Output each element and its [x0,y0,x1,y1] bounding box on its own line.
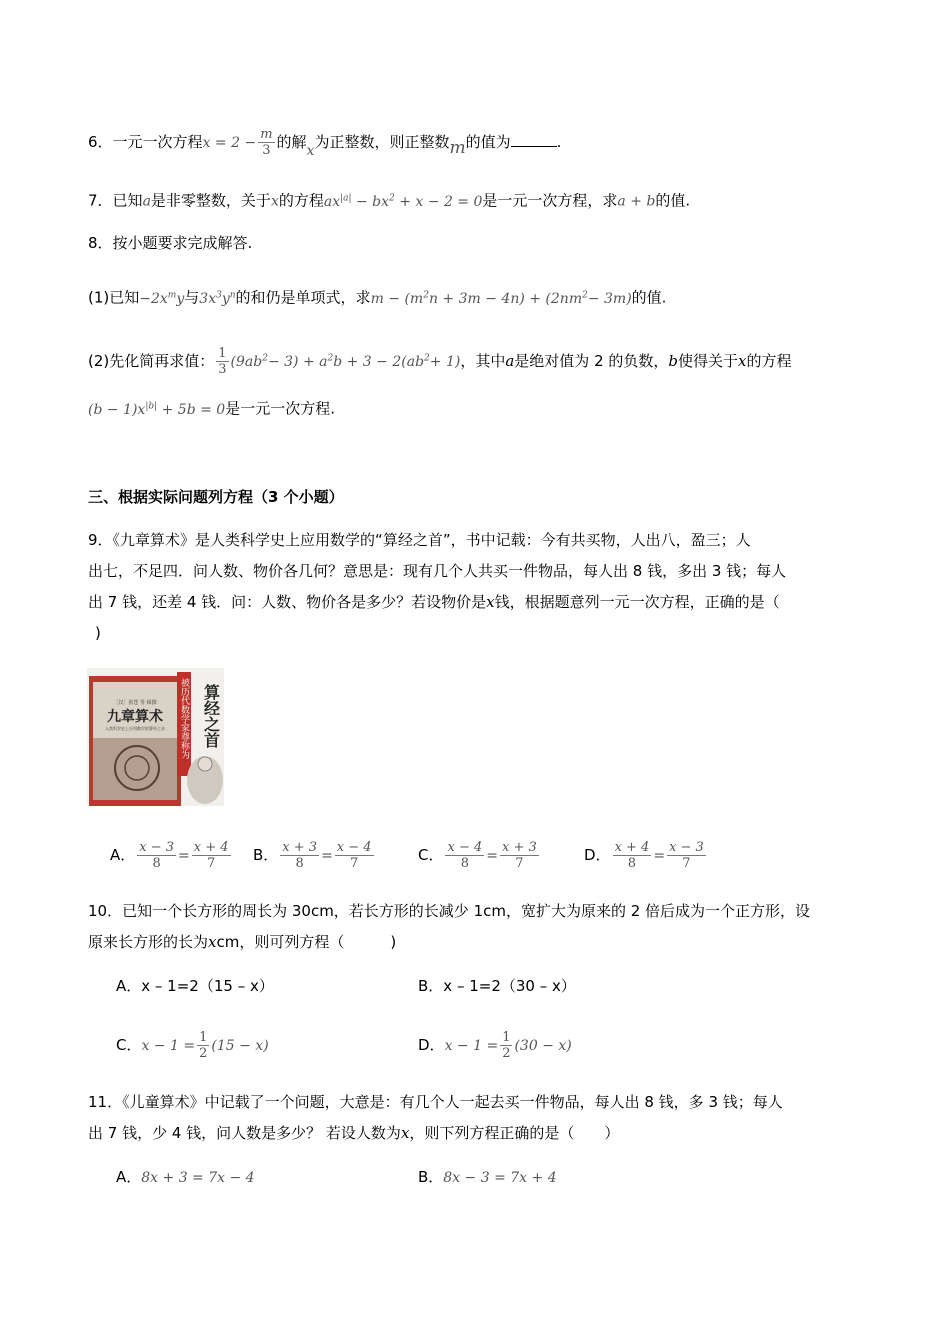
fraction [280,840,319,871]
math: x − 1 = [444,1038,499,1054]
text: 原来长方形的长为 [88,933,209,951]
text: 为正整数，则正整数 [314,133,450,151]
denominator: 7 [350,856,359,871]
q9-option-d[interactable] [584,840,708,871]
text: (1)已知 [88,288,140,307]
fraction [197,1030,209,1061]
numerator: x + 3 [282,840,318,855]
book-band-text: 被历代数学家尊称为 [179,678,189,759]
math: (15 − x) [211,1038,269,1054]
fraction [335,840,374,871]
book-slogan: 算经之首 [201,684,221,748]
text: 的方程 [746,352,792,370]
option-label: D． [584,846,611,864]
text: 的和仍是单项式，求 [235,288,371,307]
math: (30 − x) [514,1038,572,1054]
question-10-line-1: 10．已知一个长方形的周长为 30cm，若长方形的长减少 1cm，宽扩大为原来的 2 倍后成为一个正方形，设 [88,902,811,920]
option-label: C． [116,1036,142,1054]
question-8-title: 8．按小题要求完成解答. [88,234,253,252]
option-label: B． [253,846,279,864]
text: 是绝对值为 2 的负数， [514,352,669,370]
text: (2)先化简再求值： [88,352,215,370]
text: ，则下列方程正确的是（ [409,1124,575,1142]
question-8-part-1 [88,284,666,310]
text: 出 7 钱，少 4 钱，问人数是多少？ 若设人数为 [88,1124,401,1142]
numerator: 1 [199,1030,208,1045]
numerator: x − 3 [669,840,704,855]
text: 是一元一次方程，求 [482,191,618,210]
denominator: 8 [295,856,304,871]
math: − bx [356,193,390,210]
q10-option-d[interactable] [418,1030,572,1061]
book-subtitle: 人类科学史上应用数学的算经之首 [105,726,165,731]
denominator: 3 [218,362,227,377]
fraction [445,840,484,871]
q11-option-b[interactable] [418,1166,557,1189]
equals: = [653,848,666,864]
math: a + b [617,193,656,210]
q11-option-a[interactable] [116,1166,255,1189]
question-11-line-1: 11．《儿童算术》中记载了一个问题，大意是：有几个人一起去买一件物品，每人出 8 钱，多 3 钱；每人 [88,1093,783,1111]
answer-blank[interactable] [511,132,557,147]
math: a [505,352,515,370]
text: 的值为 [465,133,511,151]
portrait-head [198,757,212,771]
numerator: x − 4 [447,840,483,855]
math: x − 1 = [141,1038,196,1054]
exponent: 2 [327,353,334,364]
exponent: |a| [340,193,352,203]
q9-option-b[interactable] [253,840,376,871]
math: + x − 2 = 0 [399,193,483,210]
text: 的方程 [278,191,324,210]
math: x [738,352,747,370]
exponent: 3 [216,290,222,300]
exponent: m [167,290,177,300]
math: y [176,290,185,307]
option-label: B． [418,977,444,995]
exponent: 2 [389,193,395,203]
text: 出 7 钱，还差 4 钱．问：人数、物价各是多少？若设物价是 [88,593,487,611]
exponent: n [229,290,236,300]
numerator: m [260,127,273,142]
math: − 3m) [587,290,632,307]
denominator: 8 [152,856,161,871]
exponent: |b| [145,401,158,411]
question-9-line-1: 9．《九章算术》是人类科学史上应用数学的“算经之首”，书中记载：今有共买物，人出八，盈三；人 [88,531,751,549]
book-cover-image [87,668,224,806]
q10-option-b[interactable] [418,975,576,997]
option-text: x – 1=2（30 – x） [443,977,576,995]
monomial-2 [199,291,235,307]
denominator: 2 [199,1046,208,1061]
q9-option-a[interactable] [110,840,233,871]
fraction [137,840,176,871]
equals: = [178,848,190,864]
question-8-part-2 [88,346,792,377]
text: 是一元一次方程. [225,399,335,418]
exponent: 2 [262,353,268,364]
text: 使得关于 [678,352,739,370]
q9-option-c[interactable] [418,840,541,871]
numerator: x − 3 [139,840,175,855]
math: m [449,138,466,158]
question-7 [88,187,690,213]
math: x [306,143,315,159]
option-text: 8x + 3 = 7x − 4 [141,1170,255,1186]
text: 的值. [655,191,691,210]
question-9-line-2: 出七，不足四．问人数、物价各几何？意思是：现有几个人共买一件物品，每人出 8 钱，多出 3 钱；每人 [88,562,787,580]
text: 钱，根据题意列一元一次方程，正确的是（ [494,593,780,611]
math: x [486,593,495,611]
expression [231,354,461,370]
text: 的值. [631,288,667,307]
denominator: 7 [515,856,524,871]
math: 3x [199,290,217,307]
option-label: B． [418,1168,444,1186]
text: 是非零整数，关于 [150,191,271,210]
numerator: x + 4 [614,840,650,855]
option-text: x – 1=2（15 – x） [141,977,274,995]
math: a [142,193,151,210]
math: x [270,193,279,210]
option-label: A． [116,1168,142,1186]
denominator: 3 [262,143,271,158]
question-11-line-2 [88,1122,619,1144]
text: 与 [184,288,200,307]
text: ，其中 [460,352,506,370]
q10-option-c[interactable] [116,1030,269,1061]
numerator: x + 4 [193,840,229,855]
question-number: 7． [88,191,113,210]
math: ax [323,193,341,210]
fraction [500,1030,512,1061]
exponent: 2 [423,290,429,300]
math: (b − 1)x [88,401,146,418]
fraction [192,840,231,871]
math: (9ab [230,354,263,370]
option-label: A． [110,846,136,864]
monomial-1 [139,291,184,307]
fraction [500,840,539,871]
math: x = 2 − [202,135,257,151]
question-9-line-4: ) [95,624,101,642]
math: m − (m [370,290,424,307]
expression [371,291,632,307]
equation [88,402,225,418]
text: ） [604,1124,620,1142]
text: ) [390,933,397,951]
equation [324,194,483,210]
question-6 [88,127,561,158]
denominator: 8 [627,856,637,871]
math: + 5b = 0 [161,401,226,418]
option-text: 8x − 3 = 7x + 4 [443,1170,557,1186]
question-8-part-2-cont [88,395,335,421]
question-9-line-3 [88,591,780,613]
math: y [221,290,230,307]
math: − 3) + a [267,354,328,370]
text: 的解 [276,133,307,151]
numerator: 1 [218,346,227,361]
text: cm，则可列方程（ [216,933,345,951]
fraction [667,840,706,871]
fraction [613,840,652,871]
exponent: 2 [582,290,588,300]
denominator: 7 [682,856,691,871]
denominator: 2 [502,1046,511,1061]
exponent: 2 [424,353,430,364]
math: x [208,933,217,951]
numerator: x + 3 [501,840,537,855]
math: b + 3 − 2(ab [333,354,425,370]
q10-option-a[interactable] [116,975,274,997]
fraction [216,346,228,377]
math: −2x [139,290,168,307]
equals: = [321,848,333,864]
fraction [258,127,274,158]
denominator: 8 [460,856,469,871]
math: b [668,352,678,370]
equals: = [486,848,498,864]
math: n + 3m − 4n) + (2nm [428,290,583,307]
book-author: ［汉］张苍 等 辑撰 [113,700,157,706]
math: + 1) [429,354,461,370]
text: . [556,133,562,151]
math: x [400,1124,410,1142]
option-label: C． [418,846,444,864]
denominator: 7 [207,856,216,871]
numerator: 1 [502,1030,511,1045]
numerator: x − 4 [336,840,372,855]
question-number: 6． [88,133,113,151]
section-heading: 三、根据实际问题列方程（3 个小题） [88,488,344,506]
text: 已知 [112,191,143,210]
question-10-line-2 [88,931,396,953]
option-label: A． [116,977,142,995]
option-label: D． [418,1036,445,1054]
book-title: 九章算术 [107,709,163,725]
text: 一元一次方程 [112,133,203,151]
